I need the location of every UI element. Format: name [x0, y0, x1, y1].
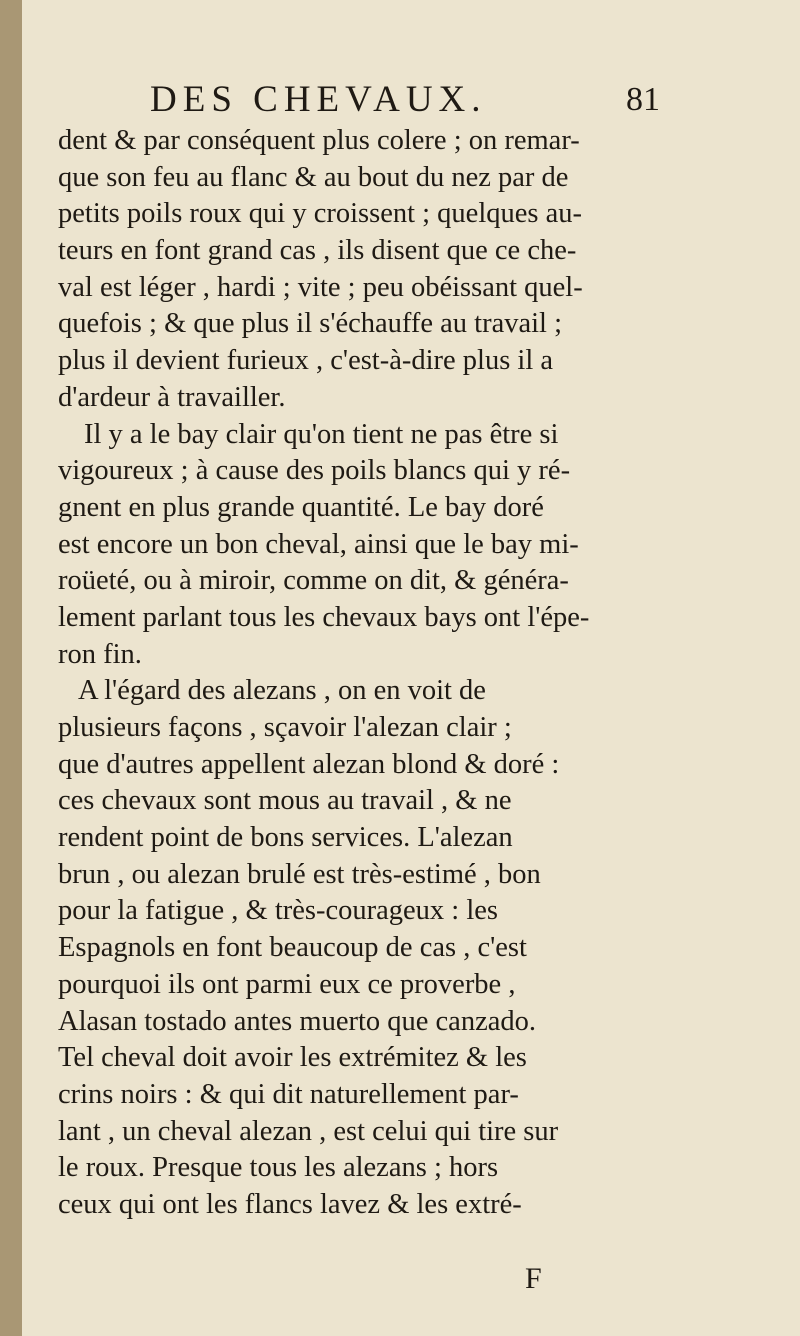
text-line: lant , un cheval alezan , est celui qui tire sur — [58, 1115, 559, 1147]
text-line: ceux qui ont les flancs lavez & les extré- — [58, 1188, 522, 1220]
text-line: lement parlant tous les chevaux bays ont l'épe- — [58, 601, 590, 633]
text-line: Il y a le bay clair qu'on tient ne pas être si — [84, 418, 559, 450]
text-line: roüeté, ou à miroir, comme on dit, & généra- — [58, 565, 569, 597]
text-line: teurs en font grand cas , ils disent que ce che- — [58, 235, 577, 267]
text-line: Alasan tostado antes muerto que canzado. — [58, 1005, 537, 1037]
text-line: ron fin. — [58, 638, 142, 670]
text-line: quefois ; & que plus il s'échauffe au travail ; — [58, 308, 563, 340]
text-line: dent & par conséquent plus colere ; on remar- — [58, 125, 580, 156]
text-line: est encore un bon cheval, ainsi que le bay mi- — [58, 528, 579, 560]
text-line: vigoureux ; à cause des poils blancs qui y ré- — [58, 455, 571, 487]
main-text — [58, 123, 658, 1224]
text-line: d'ardeur à travailler. — [58, 381, 286, 413]
text-line: que d'autres appellent alezan blond & doré : — [58, 748, 560, 780]
text-line: que son feu au flanc & au bout du nez par de — [58, 161, 569, 193]
text-line: petits poils roux qui y croissent ; quelques au- — [58, 198, 583, 230]
text-line: ces chevaux sont mous au travail , & ne — [58, 785, 512, 817]
text-line: crins noirs : & qui dit naturellement par- — [58, 1078, 519, 1110]
page-gutter — [0, 0, 22, 1336]
text-line: pour la fatigue , & très-courageux : les — [58, 895, 499, 927]
text-line: le roux. Presque tous les alezans ; hors — [58, 1152, 499, 1184]
page-number: 81 — [626, 81, 660, 118]
text-line: Tel cheval doit avoir les extrémitez & les — [58, 1042, 527, 1074]
signature-mark: F — [525, 1262, 542, 1295]
text-line: gnent en plus grande quantité. Le bay doré — [58, 491, 544, 523]
page-header — [150, 78, 660, 122]
text-line: val est léger , hardi ; vite ; peu obéissant quel- — [58, 271, 583, 303]
text-line: pourquoi ils ont parmi eux ce proverbe , — [58, 968, 516, 1000]
text-line: plusieurs façons , sçavoir l'alezan clair ; — [58, 712, 512, 743]
text-line: plus il devient furieux , c'est-à-dire plus il a — [58, 345, 554, 377]
text-line: brun , ou alezan brulé est très-estimé , bon — [58, 858, 541, 890]
text-line: A l'égard des alezans , on en voit de — [78, 675, 486, 707]
running-title: DES CHEVAUX. — [150, 79, 487, 120]
text-line: rendent point de bons services. L'alezan — [58, 822, 513, 854]
text-line: Espagnols en font beaucoup de cas , c'est — [58, 932, 527, 964]
